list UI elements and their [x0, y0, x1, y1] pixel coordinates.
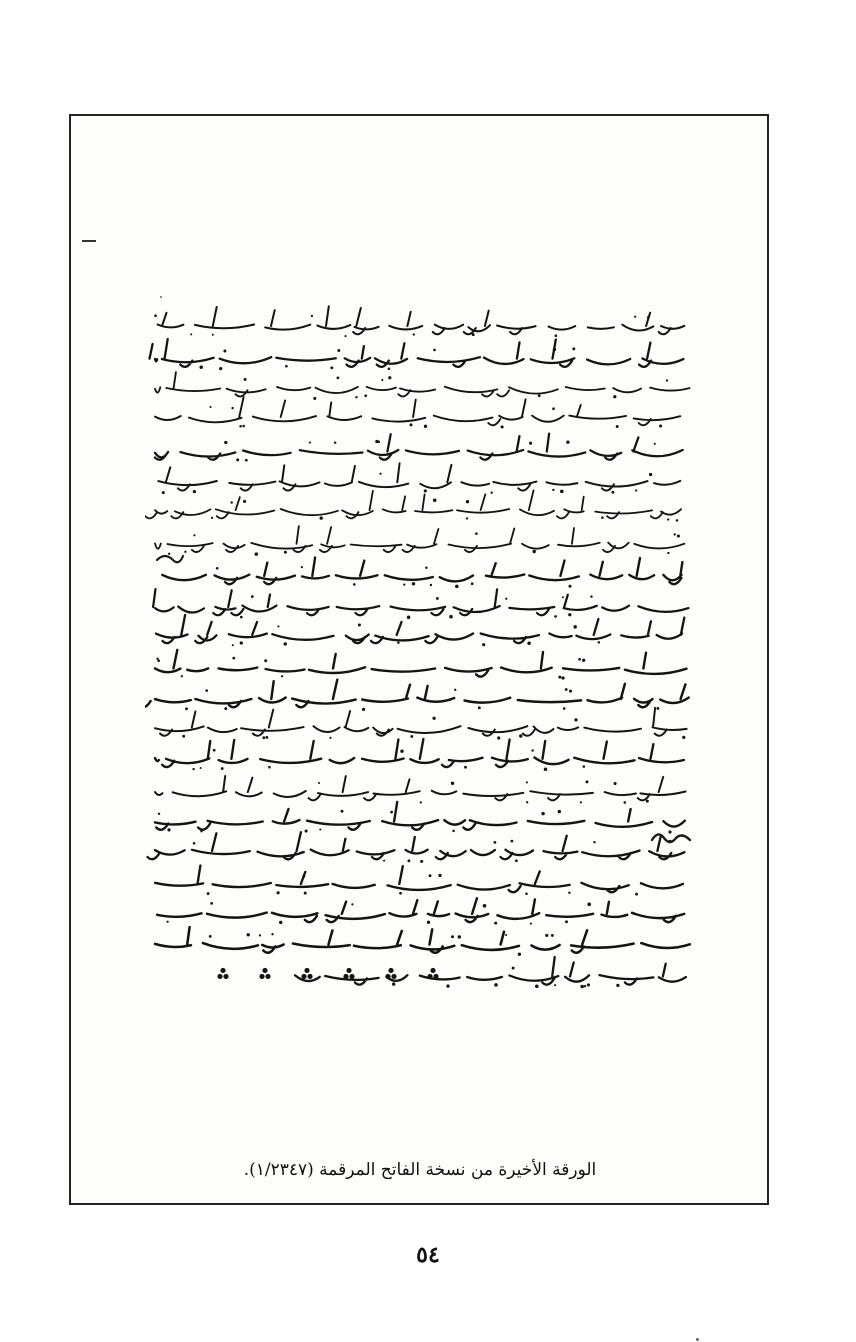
end-ornament-dot	[430, 968, 435, 973]
manuscript-dot	[491, 492, 493, 494]
manuscript-dot	[403, 584, 405, 586]
manuscript-dot	[572, 347, 575, 350]
manuscript-dot	[388, 376, 391, 379]
manuscript-dot	[614, 782, 617, 785]
manuscript-dot	[436, 597, 439, 600]
manuscript-dot	[512, 967, 515, 970]
manuscript-dot	[518, 953, 521, 956]
manuscript-dot	[407, 859, 410, 862]
scan-speck	[696, 1338, 699, 1341]
manuscript-dot	[154, 314, 157, 317]
manuscript-dot	[192, 768, 194, 770]
manuscript-dot	[313, 397, 316, 400]
manuscript-dot	[561, 676, 564, 679]
manuscript-stroke	[155, 927, 690, 953]
end-ornament-dot	[223, 974, 228, 979]
manuscript-dot	[424, 425, 427, 428]
end-ornament-dot	[265, 974, 270, 979]
manuscript-dot	[526, 781, 528, 783]
manuscript-dot	[582, 659, 585, 662]
manuscript-dot	[284, 551, 287, 554]
manuscript-dot	[430, 584, 432, 586]
end-ornament-dot	[388, 968, 393, 973]
manuscript-dot	[587, 983, 590, 986]
manuscript-dot	[466, 517, 468, 519]
manuscript-dot	[264, 659, 267, 662]
manuscript-dot	[392, 982, 395, 985]
manuscript-dot	[255, 552, 259, 556]
manuscript-dot	[505, 934, 507, 936]
end-ornament-dot	[433, 974, 438, 979]
manuscript-dot	[424, 489, 427, 492]
manuscript-dot	[526, 801, 528, 803]
manuscript-dot	[199, 365, 202, 368]
manuscript-stroke	[155, 776, 686, 800]
manuscript-dot	[565, 920, 568, 923]
manuscript-dot	[304, 892, 307, 895]
end-ornament-dot	[343, 974, 348, 979]
end-ornament-dot	[307, 974, 312, 979]
manuscript-stroke	[157, 898, 684, 922]
manuscript-dot	[420, 801, 422, 803]
manuscript-dot	[451, 782, 454, 785]
manuscript-line	[150, 339, 684, 370]
manuscript-dot	[305, 829, 308, 832]
manuscript-dot	[209, 935, 212, 938]
manuscript-dot	[551, 934, 554, 937]
manuscript-dot	[244, 378, 247, 381]
manuscript-dot	[544, 767, 548, 771]
manuscript-dot	[181, 675, 183, 677]
manuscript-dot	[318, 782, 320, 784]
end-ornament-dot	[259, 974, 264, 979]
manuscript-dot	[193, 534, 195, 536]
manuscript-dot	[654, 443, 656, 445]
manuscript-dot	[262, 736, 265, 739]
manuscript-dot	[666, 379, 668, 381]
manuscript-dot	[635, 893, 638, 896]
manuscript-dot	[433, 349, 436, 352]
manuscript-dot	[231, 407, 233, 409]
manuscript-dot	[427, 921, 430, 924]
manuscript-line	[145, 490, 681, 521]
manuscript-line	[156, 615, 684, 646]
manuscript-dot	[230, 501, 232, 503]
manuscript-dot	[410, 735, 413, 738]
manuscript-dot	[554, 615, 557, 618]
manuscript-dot	[659, 424, 662, 427]
scan-speck	[160, 296, 162, 298]
figure-caption: الورقة الأخيرة من نسخة الفاتح المرقمة (١/٢٣٤٧).	[243, 1160, 597, 1180]
manuscript-dot	[580, 801, 582, 803]
manuscript-dot	[578, 658, 581, 661]
manuscript-dot	[590, 595, 592, 597]
manuscript-dot	[568, 892, 570, 894]
manuscript-dot	[221, 767, 224, 770]
manuscript-dot	[505, 598, 507, 600]
manuscript-dot	[162, 491, 165, 494]
manuscript-line	[155, 708, 687, 740]
manuscript-dot	[598, 641, 601, 644]
manuscript-dot	[565, 688, 568, 691]
manuscript-dot	[584, 985, 586, 987]
manuscript-dot	[329, 737, 331, 739]
manuscript-dot	[574, 718, 577, 721]
manuscript-dot	[530, 923, 532, 925]
manuscript-line	[217, 957, 686, 988]
manuscript-line	[154, 306, 684, 337]
manuscript-dot	[482, 643, 485, 646]
manuscript-dot	[245, 459, 248, 462]
manuscript-stroke	[295, 957, 686, 985]
manuscript-line	[158, 463, 680, 494]
manuscript-dot	[458, 935, 461, 938]
manuscript-dot	[268, 766, 271, 769]
manuscript-dot	[213, 749, 216, 752]
manuscript-dot	[568, 585, 571, 588]
end-ornament-dot	[349, 974, 354, 979]
manuscript-dot	[429, 874, 432, 877]
manuscript-dot	[243, 500, 246, 503]
manuscript-dot	[449, 615, 453, 619]
manuscript-dot	[400, 749, 403, 752]
manuscript-dot	[271, 933, 273, 935]
manuscript-dot	[193, 490, 196, 493]
manuscript-dot	[219, 367, 222, 370]
manuscript-dot	[674, 533, 676, 535]
manuscript-line	[148, 832, 685, 863]
manuscript-dot	[284, 642, 287, 645]
marginal-mark	[155, 550, 185, 568]
manuscript-line	[162, 557, 682, 588]
manuscript-dot	[580, 985, 584, 989]
manuscript-stroke	[155, 434, 683, 460]
manuscript-stroke	[155, 397, 680, 425]
manuscript-dot	[330, 366, 333, 369]
manuscript-image	[145, 300, 705, 1025]
manuscript-dot	[471, 582, 474, 585]
manuscript-dot	[397, 641, 399, 643]
manuscript-dot	[232, 657, 235, 660]
manuscript-dot	[239, 425, 242, 428]
manuscript-dot	[656, 707, 659, 710]
manuscript-dot	[616, 425, 619, 428]
manuscript-line	[157, 898, 684, 924]
manuscript-dot	[216, 567, 219, 570]
end-ornament-dot	[217, 974, 222, 979]
manuscript-stroke	[158, 306, 685, 334]
manuscript-dot	[464, 766, 467, 769]
manuscript-dot	[351, 903, 353, 905]
manuscript-dot	[545, 934, 548, 937]
manuscript-dot	[240, 641, 243, 644]
manuscript-dot	[209, 406, 211, 408]
manuscript-dot	[531, 749, 533, 751]
manuscript-dot	[212, 334, 214, 336]
manuscript-dot	[224, 441, 227, 444]
manuscript-dot	[358, 623, 361, 626]
manuscript-dot	[455, 585, 459, 589]
manuscript-dot	[319, 828, 321, 830]
manuscript-stroke	[150, 339, 684, 367]
manuscript-dot	[337, 349, 340, 352]
manuscript-line	[155, 776, 686, 804]
manuscript-dot	[285, 365, 288, 368]
end-ornament-dot	[346, 968, 351, 973]
manuscript-dot	[677, 534, 680, 537]
manuscript-line	[145, 589, 689, 619]
manuscript-dot	[211, 517, 213, 519]
manuscript-dot	[185, 707, 188, 710]
manuscript-dot	[475, 532, 478, 535]
manuscript-handwriting	[145, 300, 705, 1025]
manuscript-dot	[501, 425, 504, 428]
manuscript-stroke	[145, 490, 681, 518]
manuscript-dot	[555, 334, 558, 337]
manuscript-dot	[182, 735, 185, 738]
manuscript-dot	[582, 765, 585, 768]
manuscript-dot	[381, 379, 383, 381]
manuscript-dot	[433, 498, 437, 502]
manuscript-dot	[634, 316, 636, 318]
manuscript-dot	[587, 903, 591, 907]
manuscript-line	[155, 927, 690, 956]
manuscript-dot	[568, 613, 571, 616]
manuscript-dot	[341, 810, 344, 813]
manuscript-dot	[649, 473, 652, 476]
manuscript-dot	[334, 441, 336, 443]
manuscript-dot	[344, 335, 346, 337]
manuscript-line	[145, 680, 689, 711]
manuscript-dot	[573, 625, 576, 628]
manuscript-dot	[494, 922, 497, 925]
manuscript-dot	[364, 394, 367, 397]
manuscript-dot	[205, 689, 208, 692]
manuscript-stroke	[162, 557, 682, 584]
end-ornament-dot	[385, 974, 390, 979]
manuscript-stroke	[155, 802, 685, 830]
manuscript-dot	[337, 377, 340, 380]
manuscript-dot	[494, 983, 498, 987]
manuscript-dot	[157, 659, 160, 662]
manuscript-dot	[200, 830, 202, 832]
manuscript-dot	[553, 348, 556, 351]
manuscript-dot	[438, 874, 441, 877]
manuscript-dot	[647, 316, 649, 318]
manuscript-line	[155, 434, 683, 462]
manuscript-dot	[420, 860, 423, 863]
manuscript-dot	[362, 708, 365, 711]
manuscript-dot	[287, 858, 290, 861]
manuscript-dot	[667, 518, 669, 520]
manuscript-stroke	[155, 650, 687, 677]
manuscript-dot	[560, 490, 564, 494]
manuscript-dot	[446, 984, 449, 987]
manuscript-dot	[529, 442, 532, 445]
manuscript-line	[155, 397, 680, 428]
manuscript-line	[155, 372, 690, 400]
manuscript-dot	[558, 676, 561, 679]
manuscript-dot	[586, 780, 589, 783]
manuscript-dot	[167, 828, 170, 831]
manuscript-dot	[407, 615, 411, 619]
manuscript-dot	[646, 800, 649, 803]
manuscript-dot	[223, 350, 226, 353]
manuscript-dot	[533, 550, 536, 553]
manuscript-dot	[390, 811, 393, 814]
manuscript-dot	[466, 500, 469, 503]
manuscript-dot	[525, 893, 528, 896]
manuscript-dot	[535, 985, 539, 989]
manuscript-dot	[377, 440, 380, 443]
manuscript-dot	[302, 875, 305, 878]
manuscript-dot	[624, 801, 627, 804]
manuscript-dot	[682, 736, 685, 739]
manuscript-dot	[519, 734, 522, 737]
manuscript-dot	[355, 396, 357, 398]
manuscript-dot	[425, 566, 427, 568]
manuscript-stroke	[145, 680, 689, 708]
manuscript-dot	[538, 394, 541, 397]
manuscript-dot	[611, 491, 614, 494]
manuscript-dot	[558, 810, 561, 813]
manuscript-dot	[412, 582, 415, 585]
end-ornament-dot	[304, 968, 309, 973]
manuscript-dot	[409, 423, 412, 426]
manuscript-dot	[210, 902, 213, 905]
manuscript-dot	[552, 407, 555, 410]
manuscript-stroke	[158, 463, 680, 490]
manuscript-dot	[399, 892, 402, 895]
manuscript-dot	[224, 707, 227, 710]
manuscript-line	[145, 739, 684, 771]
manuscript-dot	[562, 596, 564, 598]
manuscript-dot	[193, 842, 196, 845]
end-ornament-dot	[391, 974, 396, 979]
manuscript-dot	[552, 489, 554, 491]
manuscript-dot	[566, 441, 569, 444]
manuscript-dot	[277, 625, 279, 627]
manuscript-dot	[432, 717, 435, 720]
manuscript-dot	[497, 736, 500, 739]
manuscript-dot	[569, 690, 572, 693]
manuscript-dot	[388, 368, 391, 371]
manuscript-dot	[242, 425, 245, 428]
manuscript-dot	[452, 830, 455, 833]
manuscript-stroke	[155, 708, 687, 736]
manuscript-dot	[353, 583, 356, 586]
manuscript-dot	[265, 736, 268, 739]
manuscript-dot	[240, 616, 243, 619]
manuscript-dot	[478, 706, 481, 709]
manuscript-dot	[472, 333, 475, 336]
manuscript-dot	[311, 315, 313, 317]
manuscript-stroke	[155, 372, 690, 396]
manuscript-dot	[232, 644, 234, 646]
manuscript-line	[155, 802, 685, 833]
manuscript-dot	[383, 860, 385, 862]
manuscript-dot	[200, 767, 202, 769]
end-ornament-dot	[427, 974, 432, 979]
manuscript-stroke	[156, 615, 684, 643]
manuscript-stroke	[148, 832, 685, 859]
manuscript-dot	[515, 859, 518, 862]
manuscript-dot	[320, 516, 323, 519]
marginal-annotation	[650, 826, 692, 848]
manuscript-stroke	[145, 739, 684, 767]
manuscript-dot	[166, 921, 168, 923]
manuscript-dot	[190, 333, 192, 335]
manuscript-dot	[616, 984, 619, 987]
manuscript-dot	[635, 489, 637, 491]
manuscript-dot	[563, 707, 566, 710]
manuscript-dot	[667, 552, 669, 554]
manuscript-dot	[541, 812, 544, 815]
manuscript-stroke	[145, 589, 689, 615]
manuscript-dot	[236, 458, 239, 461]
manuscript-dot	[554, 984, 556, 986]
manuscript-line	[155, 866, 683, 896]
manuscript-line	[155, 650, 687, 680]
manuscript-dot	[511, 840, 514, 843]
manuscript-dot	[247, 933, 250, 936]
manuscript-dot	[309, 442, 311, 444]
manuscript-stroke	[155, 526, 684, 552]
manuscript-dot	[593, 841, 595, 843]
manuscript-stroke	[155, 866, 683, 893]
manuscript-dot	[601, 516, 604, 519]
manuscript-dot	[279, 921, 282, 924]
manuscript-line	[155, 526, 684, 556]
manuscript-dot	[483, 904, 487, 908]
manuscript-dot	[207, 892, 210, 895]
manuscript-dot	[527, 641, 531, 645]
manuscript-dot	[494, 841, 497, 844]
manuscript-dot	[251, 595, 254, 598]
manuscript-dot	[451, 935, 454, 938]
end-ornament-dot	[262, 968, 267, 973]
manuscript-dot	[413, 333, 415, 335]
manuscript-dot	[613, 395, 616, 398]
manuscript-dot	[379, 473, 381, 475]
manuscript-dot	[259, 934, 261, 936]
manuscript-dot	[158, 813, 160, 815]
manuscript-dot	[301, 566, 303, 568]
manuscript-dot	[281, 675, 283, 677]
manuscript-dot	[277, 891, 280, 894]
page-number: ٥٤	[416, 1242, 440, 1268]
margin-tick	[82, 240, 96, 242]
end-ornament-dot	[220, 968, 225, 973]
end-ornament-dot	[301, 974, 306, 979]
manuscript-dot	[676, 519, 679, 522]
manuscript-dot	[454, 689, 456, 691]
